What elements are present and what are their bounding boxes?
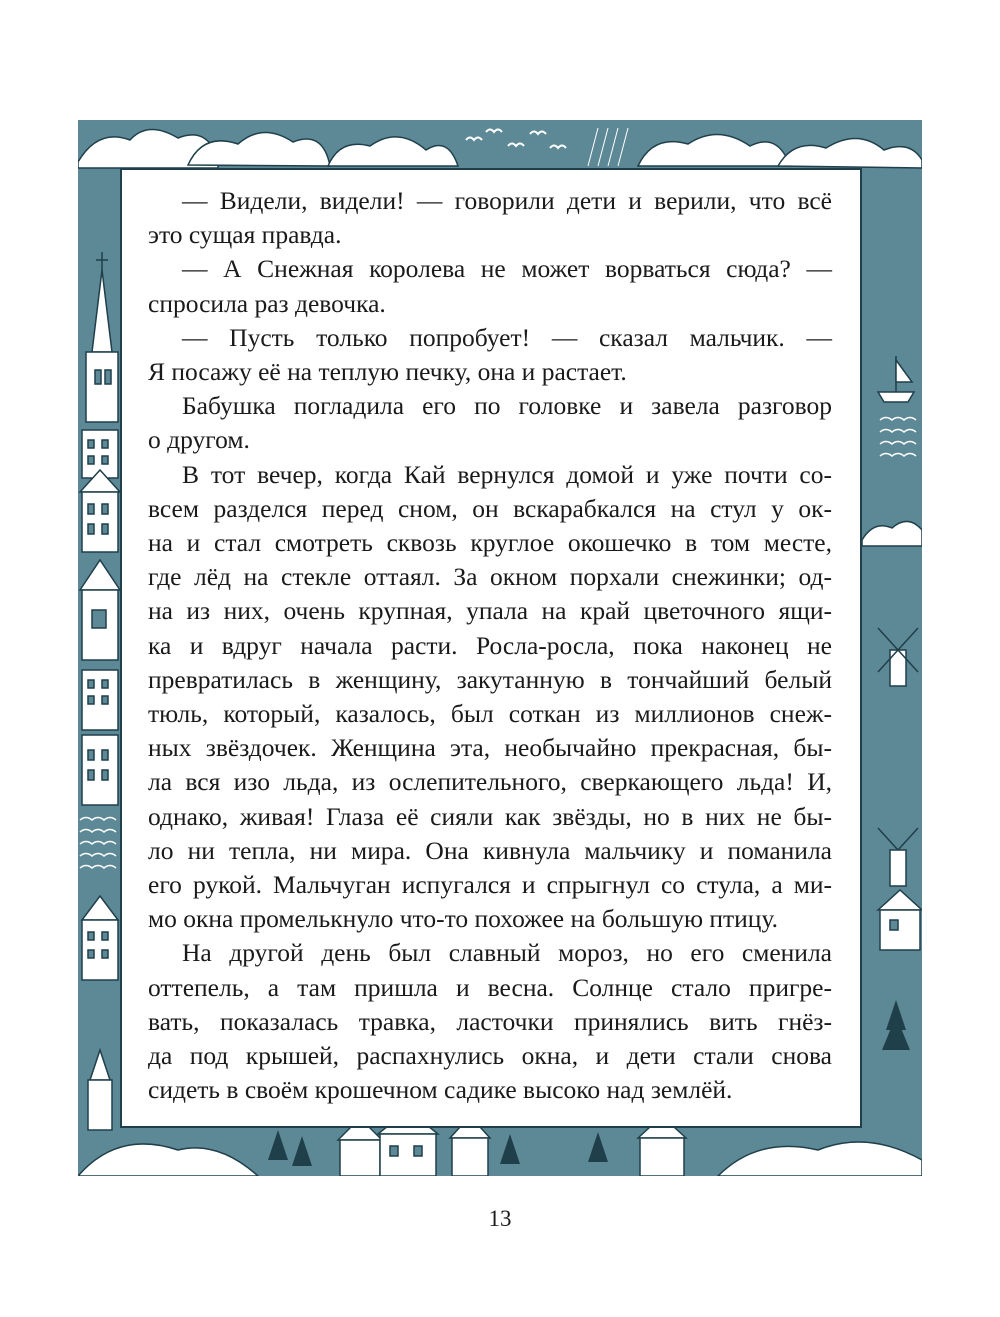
- text-line: на и стал смотреть сквозь круглое окошечко в том месте,: [148, 528, 832, 558]
- church-icon: [86, 252, 118, 422]
- text-line: всем разделся перед сном, он вскарабкался на стул у ок-: [148, 493, 832, 523]
- text-line: ло ни тепла, ни мира. Она кивнула мальчику и поманила: [148, 835, 832, 865]
- tree-icon: [268, 1130, 608, 1166]
- paragraph: [148, 936, 832, 1107]
- text-line: его рукой. Мальчуган испугался и спрыгнул со стула, а ми-: [148, 870, 832, 900]
- text-line: Бабушка погладила его по головке и завела разговор: [182, 391, 832, 421]
- text-line: где лёд на стекле оттаял. За окном порхали снежинки; од-: [148, 562, 832, 592]
- text-line: ных звёздочек. Женщина эта, необычайно прекрасная, бы-: [148, 733, 832, 763]
- text-line: оттепель, а там пришла и весна. Солнце стало пригре-: [148, 972, 832, 1002]
- ship-icon: [878, 356, 914, 402]
- bird-icon: [466, 130, 566, 149]
- story-text: [148, 184, 832, 1107]
- text-line: — Пусть только попробует! — сказал мальчик. —: [182, 322, 832, 352]
- windmill-icon: [878, 628, 918, 886]
- paragraph: [148, 458, 832, 937]
- text-line: вать, показалась травка, ласточки принялись вить гнёз-: [148, 1006, 832, 1036]
- text-line: спросила раз девочка.: [148, 288, 386, 318]
- text-line: на из них, очень крупная, упала на край цветочного ящи-: [148, 596, 832, 626]
- paragraph: [148, 321, 832, 389]
- house-icon: [80, 430, 120, 805]
- text-line: тюль, который, казалось, был соткан из миллионов снеж-: [148, 699, 832, 729]
- cloud-icon: [862, 521, 922, 546]
- text-line: о другом.: [148, 425, 250, 455]
- paragraph: [148, 184, 832, 252]
- page-number: 13: [488, 1206, 512, 1231]
- text-line: ла вся изо льда, из ослепительного, сверкающего льда! И,: [148, 767, 832, 797]
- tree-icon: [882, 1000, 910, 1050]
- cloud-icon: [78, 129, 922, 168]
- text-line: На другой день был славный мороз, но его сменила: [182, 938, 832, 968]
- text-line: мо окна промелькнуло что-то похожее на большую птицу.: [148, 904, 779, 934]
- text-line: превратилась в женщину, закутанную в тончайший белый: [148, 664, 832, 694]
- wave-icon: [880, 418, 916, 457]
- text-line: — Видели, видели! — говорили дети и верили, что всё: [182, 186, 832, 215]
- paragraph: [148, 389, 832, 457]
- text-line: — А Снежная королева не может ворваться сюда? —: [182, 254, 832, 284]
- rain-lines: [588, 128, 628, 166]
- text-line: да под крышей, распахнулись окна, и дети стали снова: [148, 1041, 832, 1071]
- wave-icon: [80, 818, 116, 869]
- text-line: Я посажу её на теплую печку, она и растает.: [148, 357, 627, 387]
- paragraph: [148, 252, 832, 320]
- text-line: это сущая правда.: [148, 220, 342, 250]
- text-line: В тот вечер, когда Кай вернулся домой и уже почти со-: [182, 459, 832, 489]
- house-icon: [878, 890, 922, 950]
- text-line: однако, живая! Глаза её сияли как звёзды, но в них не бы-: [148, 801, 832, 831]
- tower-icon: [82, 896, 118, 1130]
- text-line: ка и вдруг начала расти. Росла-росла, пока наконец не: [148, 630, 832, 660]
- text-line: сидеть в своём крошечном садике высоко над землёй.: [148, 1075, 733, 1105]
